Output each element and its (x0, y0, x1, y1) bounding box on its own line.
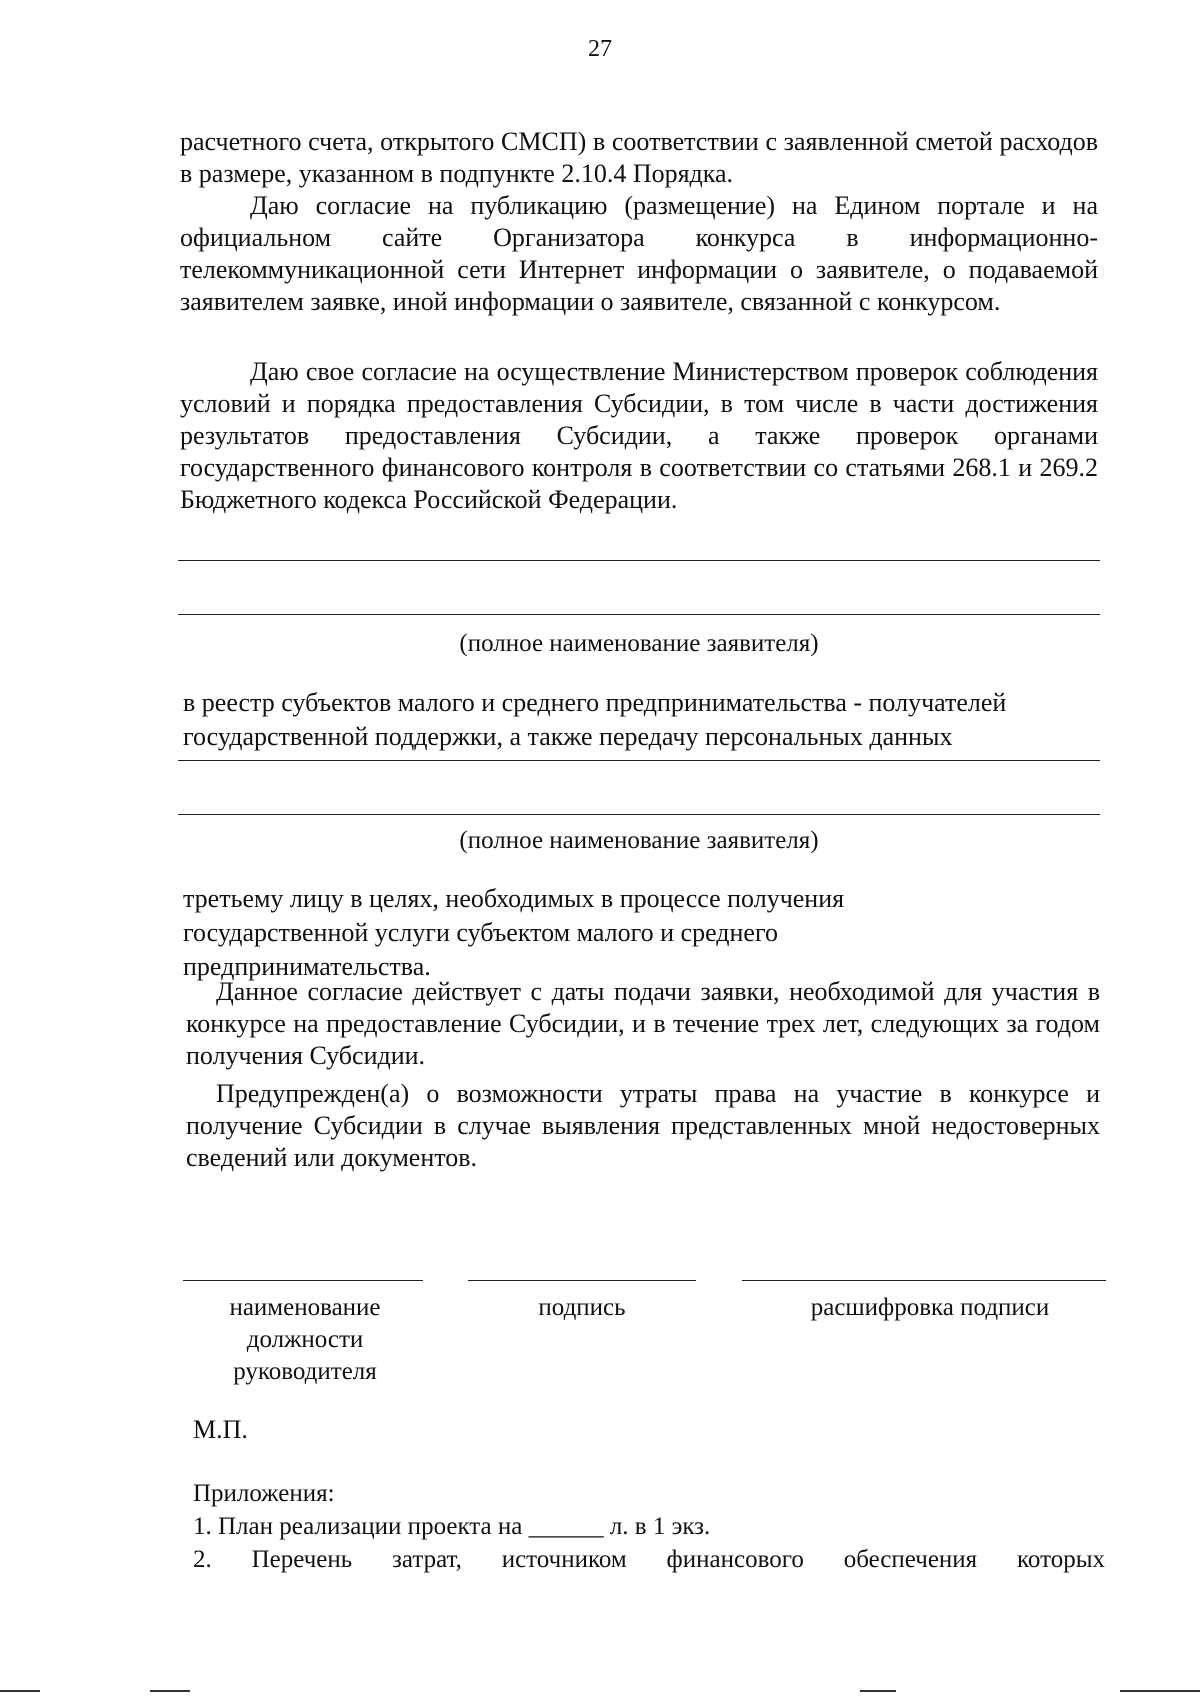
paragraph-publication-consent-text: Даю согласие на публикацию (размещение) на Едином портале и на официальном сайте Организатора конкурса в информационно-телекоммуникационной сети Интернет информации о заявителе, о подаваемой заявителем заявке, иной информации о заявителе, связанной с конкурсом. (180, 191, 1098, 316)
signature-decoding-line (742, 1280, 1106, 1281)
scan-edge-mark (0, 1690, 40, 1692)
registry-consent-text: в реестр субъектов малого и среднего предпринимательства - получателей государственной поддержки, а также передачу персональных данных (183, 688, 1007, 751)
page-number: 27 (588, 36, 612, 62)
attachments-section (193, 1477, 1105, 1576)
paragraph-publication-consent (180, 190, 1098, 318)
position-label: наименование должности руководителя (229, 1294, 381, 1385)
applicant-name-caption: (полное наименование заявителя) (459, 630, 819, 657)
scan-edge-mark (860, 1690, 896, 1692)
signature-line (468, 1280, 696, 1281)
paragraph-inspection-consent-text: Даю свое согласие на осуществление Министерством проверок соблюдения условий и порядка предоставления Субсидии, в том числе в части достижения результатов предоставления Субсидии, а также проверок органами государственного финансового контроля в соответствии со статьями 268.1 и 269.2 Бюджетного кодекса Российской Федерации. (180, 357, 1098, 514)
warning-paragraph (186, 1078, 1100, 1174)
fill-in-line (178, 814, 1100, 815)
fill-in-line (178, 560, 1100, 561)
paragraph-account (180, 126, 1098, 190)
paragraph-account-text: расчетного счета, открытого СМСП) в соответствии с заявленной сметой расходов в размере, указанном в подпункте 2.10.4 Порядка. (180, 127, 1098, 188)
signature-decoding-label: расшифровка подписи (810, 1294, 1050, 1321)
validity-paragraph (186, 976, 1100, 1072)
attachment-item: 1. План реализации проекта на ______ л. в 1 экз. (193, 1513, 711, 1540)
fill-in-line (178, 760, 1100, 761)
third-party-transfer-text: третьему лицу в целях, необходимых в процессе получения государственной услуги субъектом малого и среднего предпринимательства. (183, 884, 845, 981)
scan-edge-mark (150, 1690, 190, 1692)
scan-edge-mark (1120, 1690, 1200, 1692)
validity-text: Данное согласие действует с даты подачи заявки, необходимой для участия в конкурсе на предоставление Субсидии, и в течение трех лет, следующих за годом получения Субсидии. (186, 977, 1100, 1070)
fill-in-line (178, 614, 1100, 615)
signature-label: подпись (538, 1294, 626, 1321)
position-signature-line (183, 1280, 423, 1281)
paragraph-inspection-consent (180, 356, 1098, 516)
attachment-item: 2. Перечень затрат, источником финансового обеспечения которых (193, 1546, 1105, 1573)
stamp-place-label: М.П. (193, 1415, 248, 1444)
warning-text: Предупрежден(а) о возможности утраты права на участие в конкурсе и получение Субсидии в случае выявления представленных мной недостоверных сведений или документов. (186, 1079, 1100, 1172)
applicant-name-caption: (полное наименование заявителя) (459, 827, 819, 854)
attachments-heading: Приложения: (193, 1480, 335, 1507)
